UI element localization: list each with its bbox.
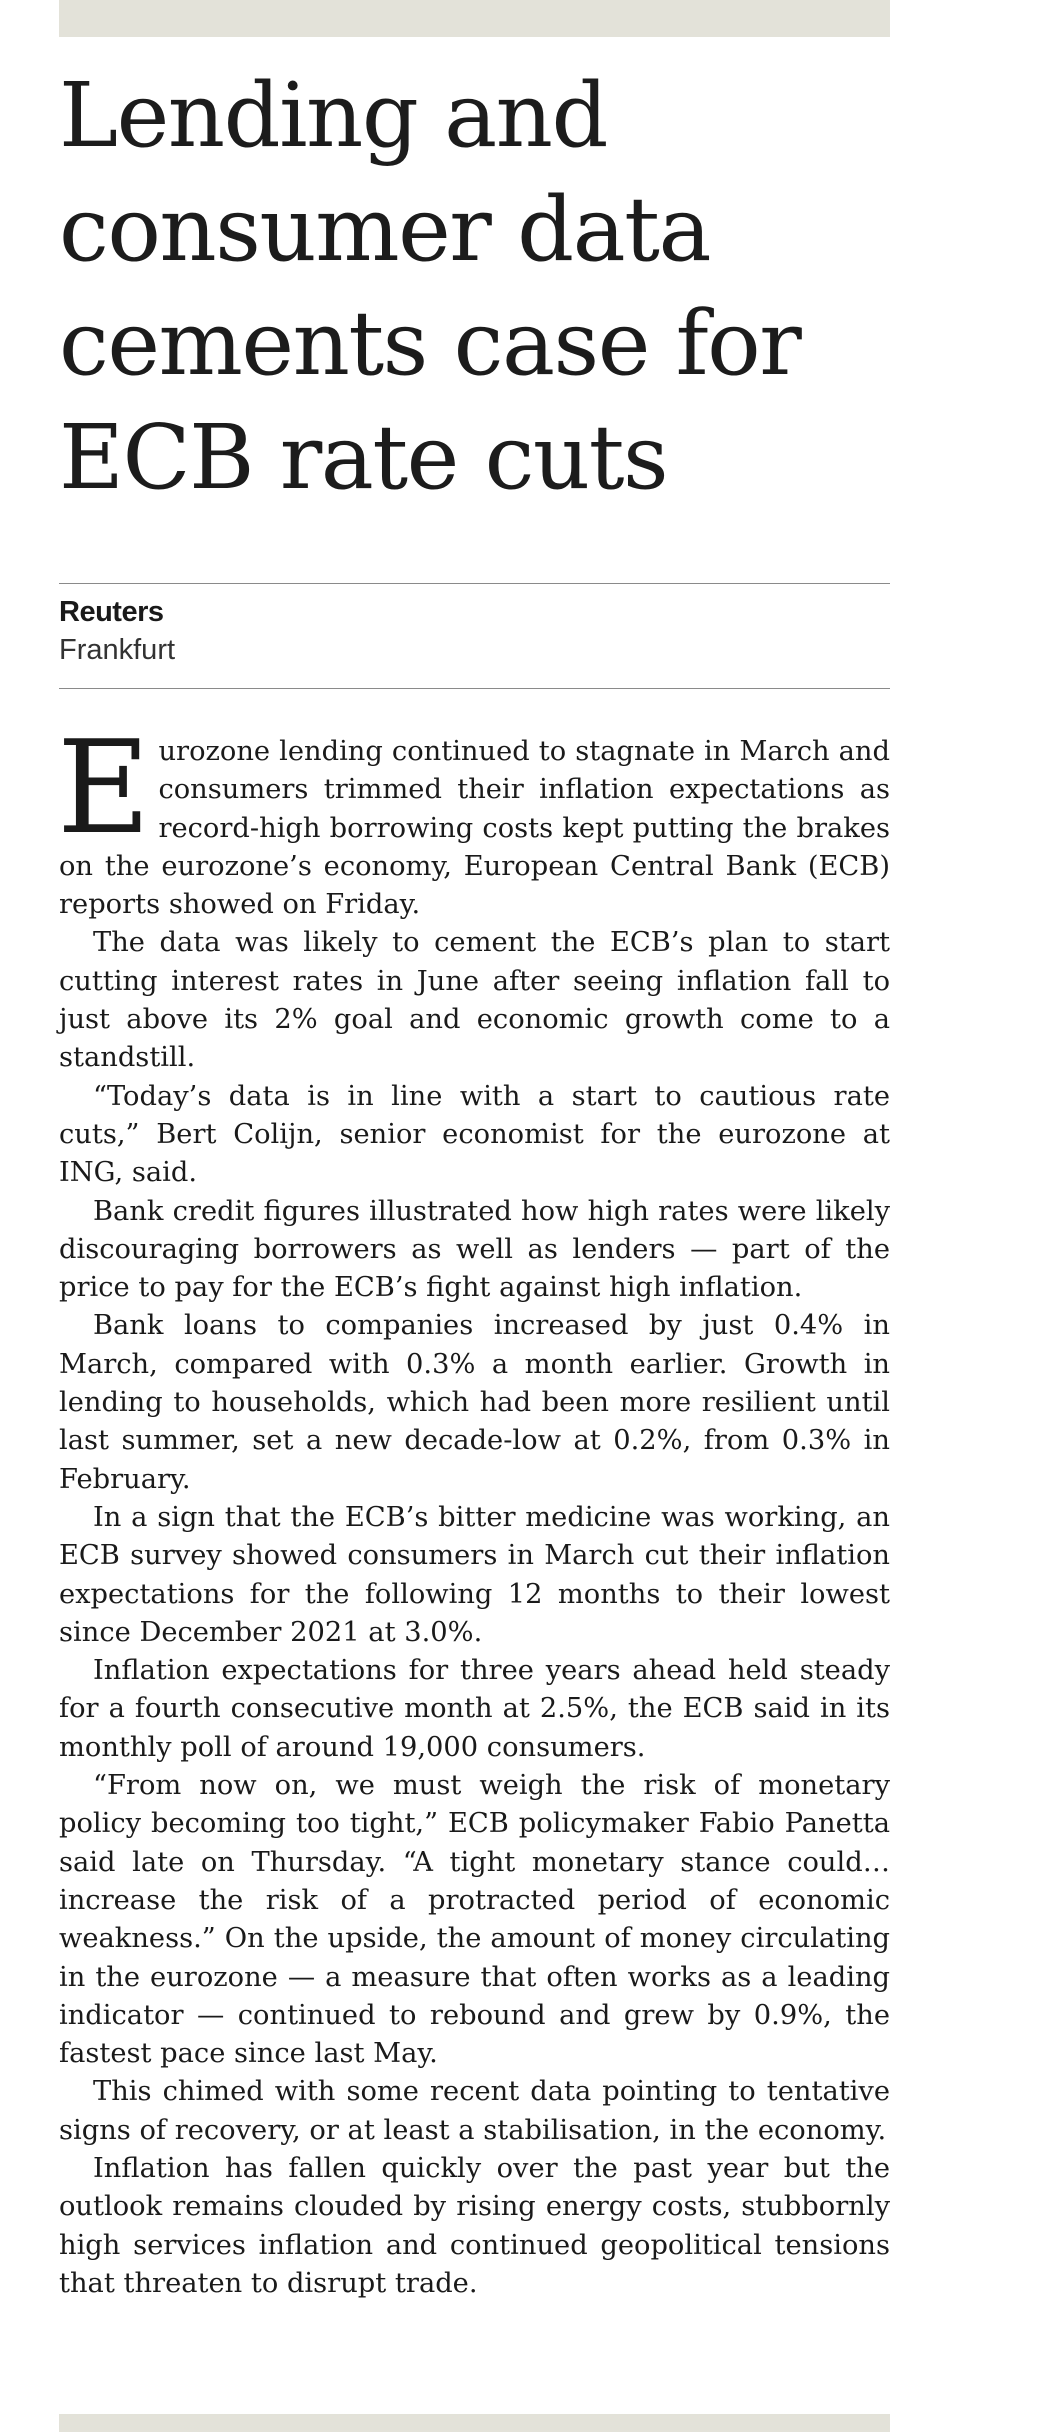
body-paragraph: “From now on, we must weigh the risk of monetary policy becoming too tight,” ECB policymaker Fabio Panetta said late on Thursday. “A tight monetary stance could…increase the risk of a protracted period of economic weakness.” On the upside, the amount of money circulating in the eurozone — a measure that often works as a leading indicator — continued to rebound and grew by 0.9%, the fastest pace since last May. — [59, 1770, 890, 2070]
top-decorative-band — [59, 0, 890, 37]
body-paragraph: The data was likely to cement the ECB’s plan to start cutting interest rates in June after seeing inflation fall to just above its 2% goal and economic growth come to a standstill. — [59, 927, 890, 1074]
article-body — [57, 714, 890, 2303]
body-paragraph: This chimed with some recent data pointing to tentative signs of recovery, or at least a stabilisation, in the economy. — [59, 2076, 890, 2146]
byline-location: Frankfurt — [59, 634, 176, 666]
byline-top-rule — [59, 583, 890, 584]
body-paragraph: “Today’s data is in line with a start to cautious rate cuts,” Bert Colijn, senior economist for the eurozone at ING, said. — [59, 1080, 890, 1189]
body-paragraph: Bank loans to companies increased by just 0.4% in March, compared with 0.3% a month earlier. Growth in lending to households, which had been more resilient until last summer, set a new decade-low at 0.2%, from 0.3% in February. — [59, 1310, 890, 1495]
lede-paragraph — [57, 714, 890, 924]
byline-agency: Reuters — [59, 596, 164, 628]
body-paragraph: Inflation has fallen quickly over the past year but the outlook remains clouded by rising energy costs, stubbornly high services inflation and continued geopolitical tensions that threaten to disrupt trade. — [59, 2152, 890, 2299]
body-paragraph: In a sign that the ECB’s bitter medicine was working, an ECB survey showed consumers in March cut their inflation expectations for the following 12 months to their lowest since December 2021 at 3.0%. — [59, 1501, 890, 1648]
body-paragraph: Inflation expectations for three years ahead held steady for a fourth consecutive month at 2.5%, the ECB said in its monthly poll of around 19,000 consumers. — [59, 1655, 890, 1763]
bottom-decorative-band — [59, 2414, 890, 2432]
body-paragraph: Bank credit figures illustrated how high rates were likely discouraging borrowers as well as lenders — part of the price to pay for the ECB’s fight against high inflation. — [59, 1195, 890, 1304]
byline-bottom-rule — [59, 688, 890, 689]
lede-text: urozone lending continued to stagnate in March and consumers trimmed their inflation expectations as record-high borrowing costs kept putting the brakes on the eurozone’s economy, European Central Bank (ECB) reports showed on Friday. — [59, 736, 890, 921]
headline: Lending and consumer data cements case for ECB rate cuts — [59, 63, 801, 509]
drop-cap: E — [57, 714, 151, 863]
